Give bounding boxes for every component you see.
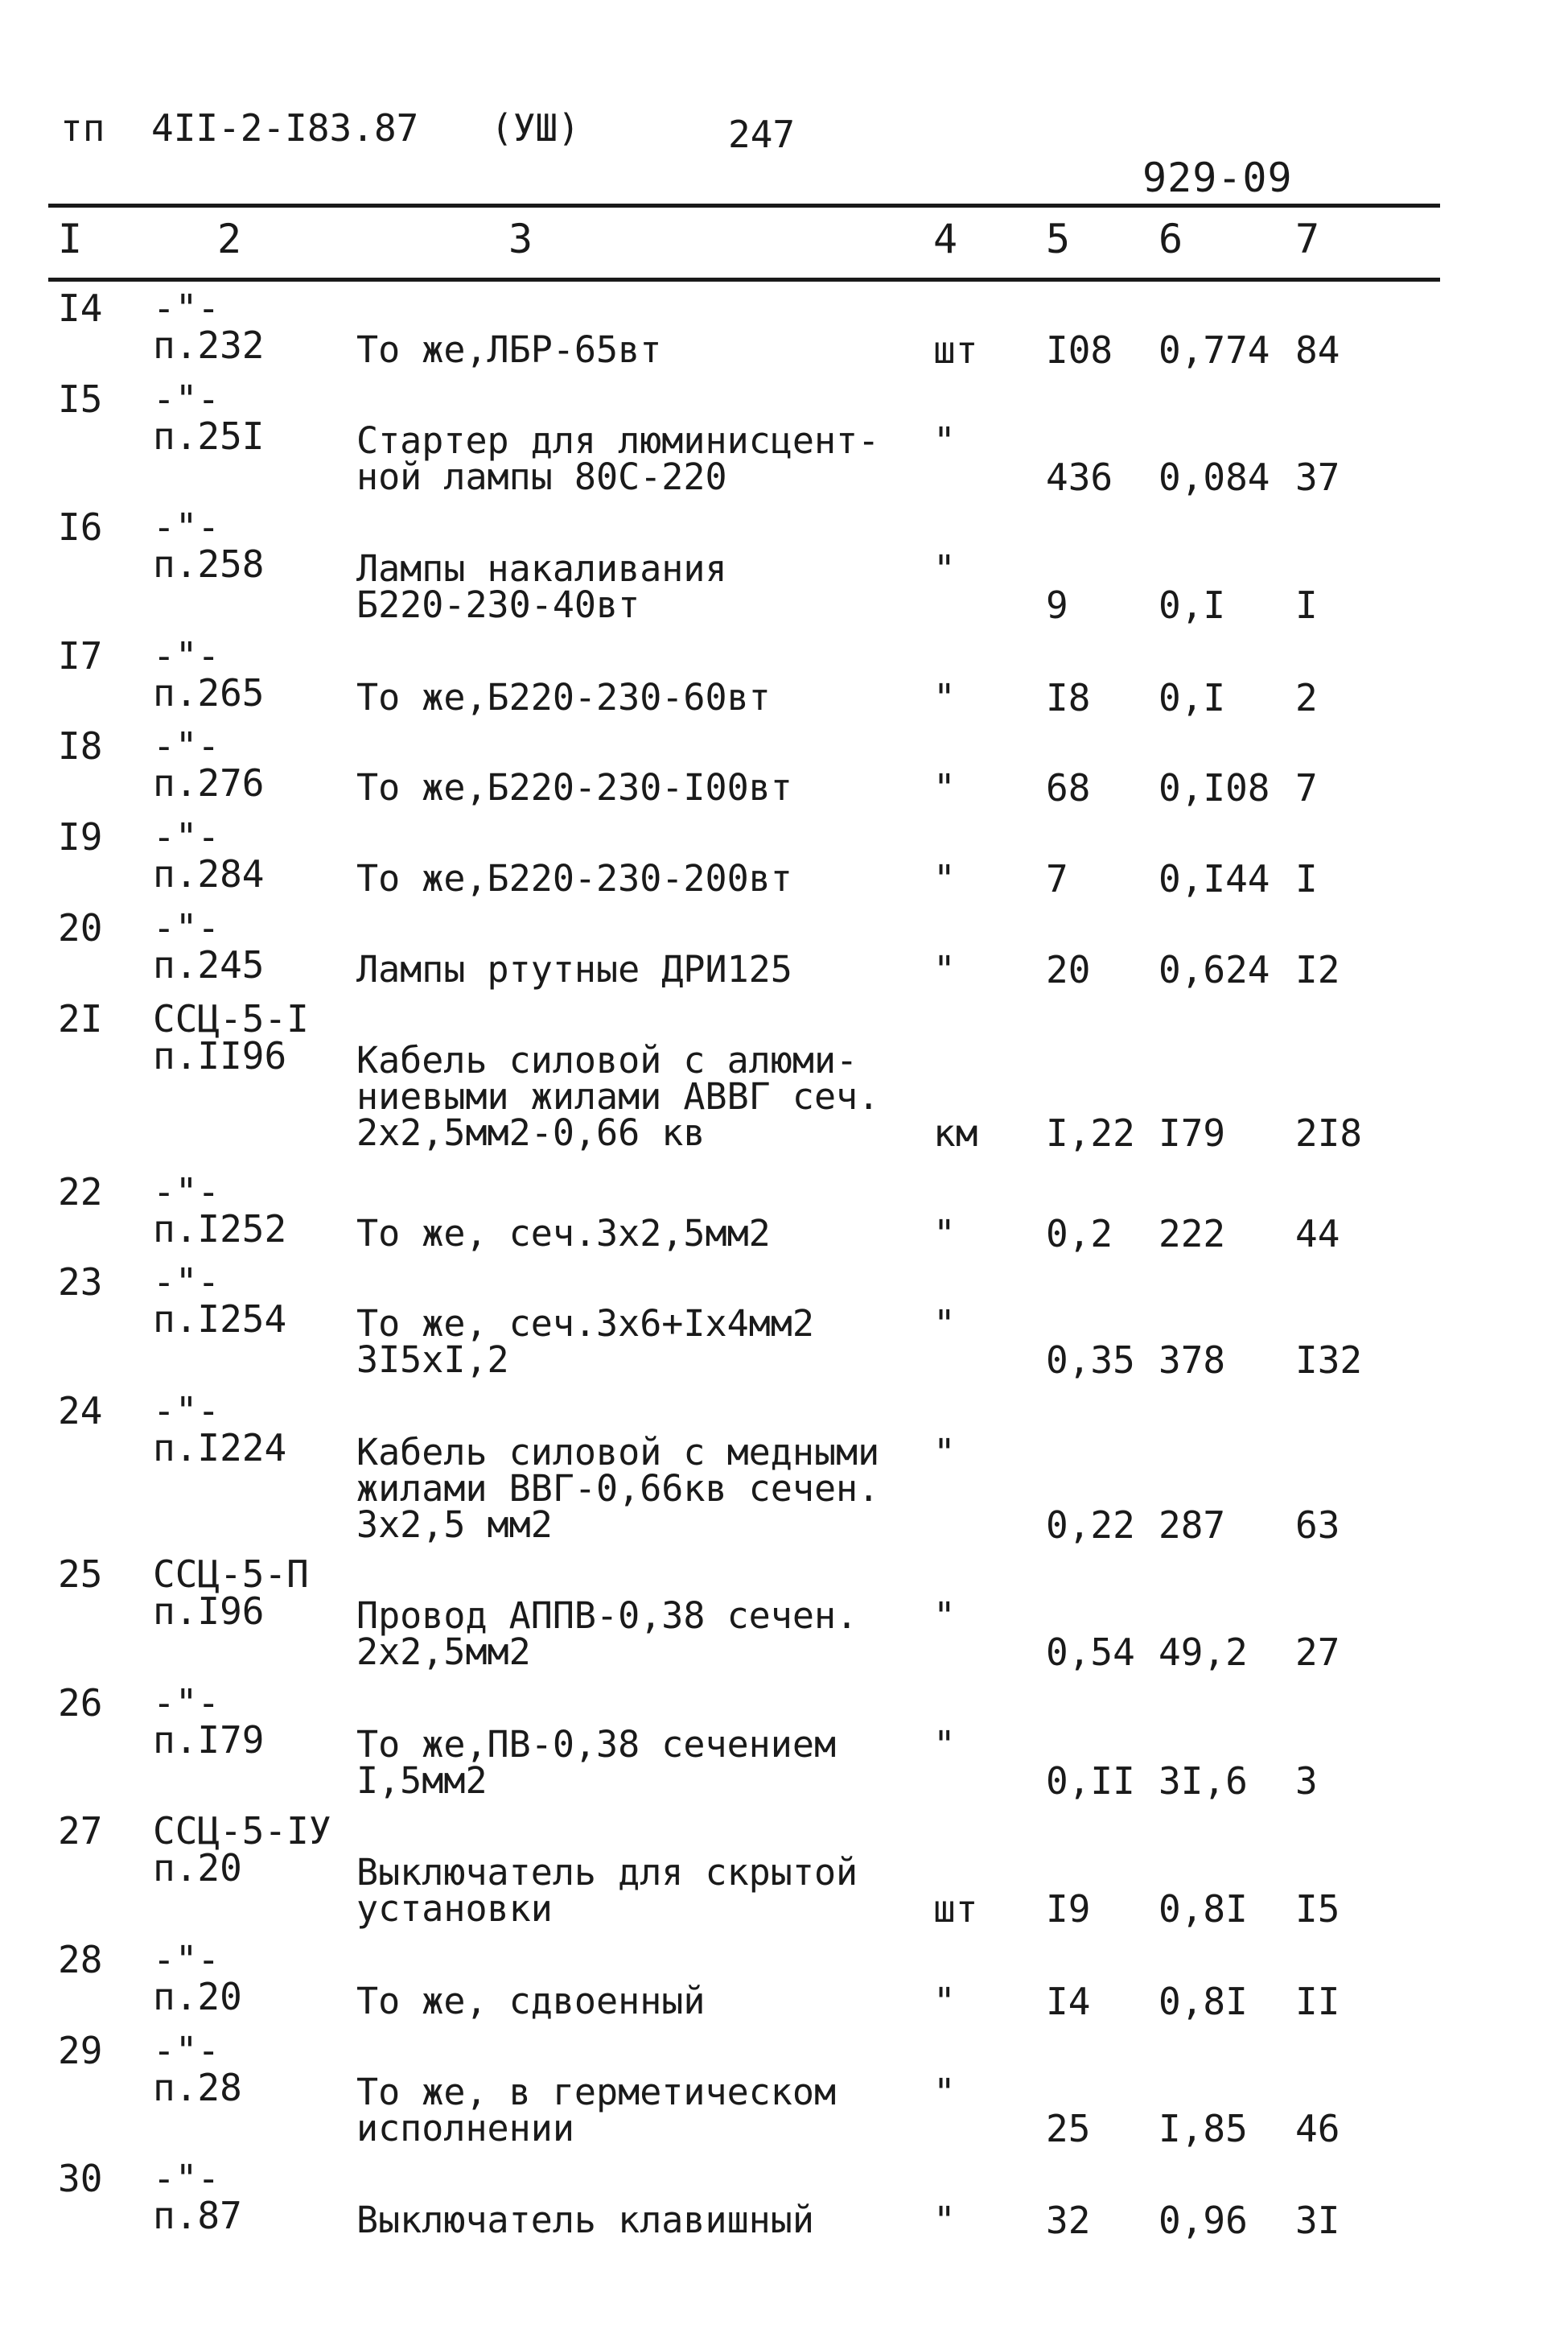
row-20-col-5: 20: [1046, 948, 1091, 991]
row-I8-col-5: 68: [1046, 766, 1091, 810]
row-30-col-3: Выключатель клавишный: [356, 2199, 814, 2241]
row-29-col-7: 46: [1295, 2107, 1340, 2150]
row-I8-col-3: То же,Б220-230-I00вт: [356, 766, 792, 809]
row-23-col-3: То же, сеч.3х6+Iх4мм2 3I5хI,2: [356, 1302, 814, 1381]
row-23-col-7: I32: [1295, 1338, 1363, 1382]
row-30-col-5: 32: [1046, 2199, 1091, 2242]
row-30-col-1: 30: [58, 2157, 103, 2200]
row-I4-col-4: шт: [933, 328, 978, 372]
row-I9-col-1: I9: [58, 815, 103, 859]
row-I7-col-5: I8: [1046, 676, 1091, 719]
row-25-col-4: ": [933, 1594, 956, 1638]
row-I6-col-1: I6: [58, 505, 103, 549]
row-29-col-5: 25: [1046, 2107, 1091, 2150]
row-I6-col-2: -"- п.258: [153, 505, 265, 586]
row-I4-col-3: То же,ЛБР-65вт: [356, 328, 662, 371]
row-27-col-4: шт: [933, 1887, 978, 1931]
row-I6-col-4: ": [933, 547, 956, 591]
row-27-col-5: I9: [1046, 1887, 1091, 1931]
row-22-col-5: 0,2: [1046, 1212, 1113, 1255]
row-29-col-1: 29: [58, 2029, 103, 2072]
page-number: 247: [728, 113, 796, 156]
row-I6-col-3: Лампы накаливания Б220-230-40вт: [356, 547, 727, 626]
row-24-col-1: 24: [58, 1389, 103, 1432]
row-30-col-2: -"- п.87: [153, 2157, 242, 2237]
row-2I-col-5: I,22: [1046, 1111, 1135, 1155]
row-29-col-6: I,85: [1159, 2107, 1248, 2150]
row-25-col-7: 27: [1295, 1630, 1340, 1674]
row-I6-col-5: 9: [1046, 583, 1068, 627]
row-22-col-1: 22: [58, 1170, 103, 1214]
row-20-col-7: I2: [1295, 948, 1340, 991]
row-24-col-5: 0,22: [1046, 1503, 1135, 1547]
row-I8-col-4: ": [933, 766, 956, 810]
row-I8-col-2: -"- п.276: [153, 724, 265, 805]
row-I6-col-6: 0,I: [1159, 583, 1226, 627]
row-I5-col-6: 0,084: [1159, 455, 1270, 499]
row-20-col-2: -"- п.245: [153, 906, 265, 987]
row-I9-col-4: ": [933, 857, 956, 901]
column-header-4: 4: [933, 216, 958, 262]
column-header-7: 7: [1295, 216, 1320, 262]
row-I9-col-3: То же,Б220-230-200вт: [356, 857, 792, 900]
row-26-col-6: 3I,6: [1159, 1759, 1248, 1803]
row-I6-col-7: I: [1295, 583, 1318, 627]
table-header-rule: [48, 278, 1440, 282]
row-25-col-1: 25: [58, 1552, 103, 1596]
row-20-col-3: Лампы ртутные ДРИ125: [356, 948, 792, 991]
row-I9-col-2: -"- п.284: [153, 815, 265, 896]
row-22-col-2: -"- п.I252: [153, 1170, 287, 1251]
row-28-col-5: I4: [1046, 1980, 1091, 2023]
sheet-stamp: 929-09: [1142, 155, 1293, 201]
row-22-col-4: ": [933, 1212, 956, 1255]
row-I7-col-4: ": [933, 676, 956, 719]
row-25-col-2: ССЦ-5-П п.I96: [153, 1552, 309, 1633]
row-I7-col-3: То же,Б220-230-60вт: [356, 676, 771, 719]
row-30-col-6: 0,96: [1159, 2199, 1248, 2242]
row-20-col-4: ": [933, 948, 956, 991]
row-22-col-6: 222: [1159, 1212, 1226, 1255]
row-I7-col-7: 2: [1295, 676, 1318, 719]
row-24-col-6: 287: [1159, 1503, 1226, 1547]
row-24-col-7: 63: [1295, 1503, 1340, 1547]
row-I5-col-1: I5: [58, 377, 103, 421]
row-I5-col-3: Стартер для люминисцент- ной лампы 80С-220: [356, 419, 880, 498]
row-22-col-7: 44: [1295, 1212, 1340, 1255]
row-24-col-2: -"- п.I224: [153, 1389, 287, 1470]
row-27-col-2: ССЦ-5-IУ п.20: [153, 1809, 331, 1890]
doc-prefix: тп: [60, 106, 105, 150]
row-I9-col-7: I: [1295, 857, 1318, 901]
row-I8-col-1: I8: [58, 724, 103, 768]
row-29-col-2: -"- п.28: [153, 2029, 242, 2109]
row-I4-col-5: I08: [1046, 328, 1113, 372]
row-23-col-5: 0,35: [1046, 1338, 1135, 1382]
row-29-col-4: ": [933, 2071, 956, 2114]
row-I4-col-2: -"- п.232: [153, 286, 265, 367]
row-30-col-4: ": [933, 2199, 956, 2242]
row-28-col-4: ": [933, 1980, 956, 2023]
row-28-col-2: -"- п.20: [153, 1938, 242, 2018]
row-27-col-3: Выключатель для скрытой установки: [356, 1851, 858, 1930]
row-I9-col-5: 7: [1046, 857, 1068, 901]
column-header-6: 6: [1159, 216, 1183, 262]
row-26-col-1: 26: [58, 1681, 103, 1725]
row-I7-col-6: 0,I: [1159, 676, 1226, 719]
row-28-col-6: 0,8I: [1159, 1980, 1248, 2023]
table-top-rule: [48, 204, 1440, 208]
row-25-col-5: 0,54: [1046, 1630, 1135, 1674]
row-2I-col-3: Кабель силовой с алюми- ниевыми жилами АВВГ сеч. 2х2,5мм2-0,66 кв: [356, 1039, 880, 1154]
row-29-col-3: То же, в герметическом исполнении: [356, 2071, 837, 2150]
row-26-col-3: То же,ПВ-0,38 сечением I,5мм2: [356, 1723, 837, 1802]
row-I5-col-2: -"- п.25I: [153, 377, 265, 458]
row-27-col-7: I5: [1295, 1887, 1340, 1931]
row-24-col-4: ": [933, 1431, 956, 1474]
row-I5-col-4: ": [933, 419, 956, 463]
row-20-col-6: 0,624: [1159, 948, 1270, 991]
row-23-col-4: ": [933, 1302, 956, 1346]
row-2I-col-1: 2I: [58, 997, 103, 1041]
doc-variant: (УШ): [491, 106, 580, 150]
row-I4-col-6: 0,774: [1159, 328, 1270, 372]
row-I4-col-7: 84: [1295, 328, 1340, 372]
row-20-col-1: 20: [58, 906, 103, 950]
column-header-1: I: [58, 216, 83, 262]
row-28-col-3: То же, сдвоенный: [356, 1980, 706, 2022]
row-30-col-7: 3I: [1295, 2199, 1340, 2242]
row-I7-col-2: -"- п.265: [153, 634, 265, 715]
row-I4-col-1: I4: [58, 286, 103, 330]
row-23-col-2: -"- п.I254: [153, 1260, 287, 1341]
row-I9-col-6: 0,I44: [1159, 857, 1270, 901]
row-26-col-4: ": [933, 1723, 956, 1766]
row-28-col-1: 28: [58, 1938, 103, 1981]
row-2I-col-2: ССЦ-5-I п.II96: [153, 997, 309, 1078]
row-25-col-3: Провод АППВ-0,38 сечен. 2х2,5мм2: [356, 1594, 858, 1673]
column-header-2: 2: [217, 216, 242, 262]
row-I7-col-1: I7: [58, 634, 103, 678]
row-I5-col-5: 436: [1046, 455, 1113, 499]
row-26-col-5: 0,II: [1046, 1759, 1135, 1803]
row-23-col-1: 23: [58, 1260, 103, 1304]
column-header-3: 3: [508, 216, 533, 262]
row-26-col-2: -"- п.I79: [153, 1681, 265, 1762]
column-header-5: 5: [1046, 216, 1071, 262]
row-25-col-6: 49,2: [1159, 1630, 1248, 1674]
row-27-col-6: 0,8I: [1159, 1887, 1248, 1931]
row-24-col-3: Кабель силовой с медными жилами ВВГ-0,66кв сечен. 3х2,5 мм2: [356, 1431, 880, 1546]
doc-code: 4II-2-I83.87: [151, 106, 419, 150]
row-2I-col-4: км: [933, 1111, 978, 1155]
row-23-col-6: 378: [1159, 1338, 1226, 1382]
row-27-col-1: 27: [58, 1809, 103, 1853]
row-22-col-3: То же, сеч.3х2,5мм2: [356, 1212, 771, 1255]
row-I5-col-7: 37: [1295, 455, 1340, 499]
row-2I-col-7: 2I8: [1295, 1111, 1363, 1155]
row-2I-col-6: I79: [1159, 1111, 1226, 1155]
row-28-col-7: II: [1295, 1980, 1340, 2023]
row-I8-col-7: 7: [1295, 766, 1318, 810]
row-26-col-7: 3: [1295, 1759, 1318, 1803]
row-I8-col-6: 0,I08: [1159, 766, 1270, 810]
